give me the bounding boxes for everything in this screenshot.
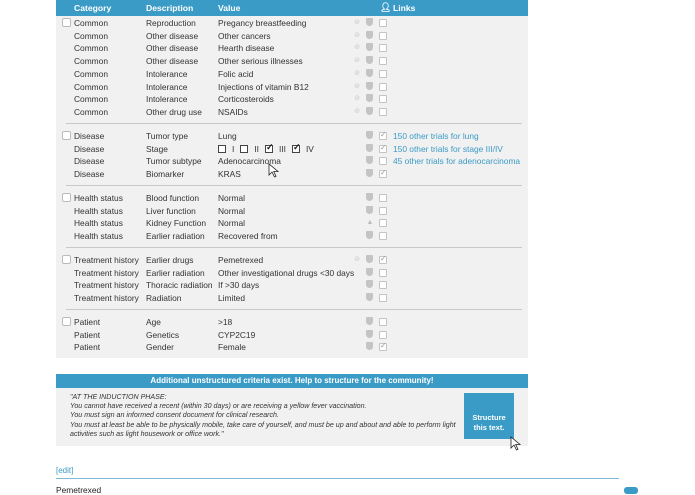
checked-checkbox-icon[interactable] (379, 256, 387, 264)
stage-option[interactable] (218, 144, 234, 154)
table-row (56, 279, 528, 292)
table-row (56, 267, 528, 280)
description-cell: Tumor type (146, 131, 189, 141)
shield-icon (366, 18, 373, 26)
checkbox-icon[interactable] (379, 318, 387, 326)
description-cell: Intolerance (146, 68, 188, 79)
shield-icon (366, 268, 373, 276)
table-row (56, 168, 528, 181)
table-header (56, 0, 528, 16)
stage-option[interactable] (240, 144, 259, 154)
shield-icon (366, 69, 373, 77)
value-cell: Female (218, 342, 246, 353)
category-cell: Health status (74, 218, 123, 229)
description-cell: Genetics (146, 329, 180, 340)
group-checkbox[interactable] (62, 255, 71, 264)
shield-icon (366, 131, 373, 139)
table-row (56, 30, 528, 43)
exclude-icon[interactable]: ⊘ (354, 31, 360, 39)
category-cell: Common (74, 81, 108, 92)
stage-option[interactable] (292, 144, 314, 154)
shield-icon (366, 107, 373, 115)
value-cell: KRAS (218, 169, 241, 180)
header-links: Links (393, 3, 416, 13)
shield-icon (366, 193, 373, 201)
group-checkbox[interactable] (62, 131, 71, 140)
description-cell: Biomarker (146, 169, 185, 180)
shield-icon (366, 94, 373, 102)
header-category: Category (74, 3, 112, 13)
other-trials-link[interactable]: 45 other trials for adenocarcinoma (393, 156, 521, 167)
group-divider (66, 247, 522, 248)
value-cell: NSAIDs (218, 106, 248, 117)
exclude-icon[interactable]: ⊘ (354, 95, 360, 103)
checkbox-icon[interactable] (379, 83, 387, 91)
unstructured-criteria-text: "AT THE INDUCTION PHASE: You cannot have received a recent (within 30 days) or are receiving a yellow fever vaccination. You must sign an informed consent document for clinical research. You must at least be able to be physically mobile, take care of yourself, and must be up and about and able to perform light activities such as light housework or office work." (70, 393, 456, 438)
shield-icon (366, 43, 373, 51)
category-cell: Patient (74, 342, 101, 353)
value-cell: Normal (218, 218, 245, 229)
exclude-icon[interactable]: ⊘ (354, 44, 360, 52)
category-cell: Common (74, 18, 108, 28)
shield-icon (366, 169, 373, 177)
stage-option-label: III (278, 143, 286, 154)
shield-icon (366, 231, 373, 239)
header-description: Description (146, 3, 194, 13)
checkbox-icon[interactable] (379, 108, 387, 116)
divider (56, 478, 619, 479)
description-cell: Age (146, 317, 161, 327)
category-cell: Treatment history (74, 280, 139, 291)
category-cell: Common (74, 30, 108, 41)
exclude-icon[interactable]: ⊘ (354, 69, 360, 77)
other-trials-link[interactable]: 150 other trials for lung (393, 131, 479, 141)
value-cell: >18 (218, 317, 233, 327)
shield-icon (366, 156, 373, 164)
description-cell: Thoracic radiation (146, 280, 213, 291)
category-cell: Health status (74, 205, 123, 216)
table-row (56, 316, 528, 329)
checkbox-icon[interactable] (379, 157, 387, 165)
category-cell: Common (74, 68, 108, 79)
description-cell: Kidney Function (146, 218, 207, 229)
shield-icon (366, 56, 373, 64)
checkbox-icon[interactable] (379, 281, 387, 289)
table-row (56, 217, 528, 230)
group-divider (66, 123, 522, 124)
unstructured-banner: Additional unstructured criteria exist. Help to structure for the community! (56, 374, 528, 388)
checkbox-icon[interactable] (379, 219, 387, 227)
checkbox-icon[interactable] (379, 331, 387, 339)
table-row (56, 341, 528, 354)
value-cell: Normal (218, 193, 245, 203)
checked-checkbox-icon[interactable] (265, 145, 273, 153)
table-row (56, 68, 528, 81)
table-row (56, 205, 528, 218)
category-cell: Disease (74, 169, 105, 180)
checkbox-icon[interactable] (379, 294, 387, 302)
group-checkbox[interactable] (62, 18, 71, 27)
exclude-icon[interactable]: ⊘ (354, 57, 360, 65)
checkbox-icon[interactable] (379, 57, 387, 65)
value-cell: Corticosteroids (218, 94, 274, 105)
category-cell: Treatment history (74, 255, 139, 265)
checkbox-icon[interactable] (379, 207, 387, 215)
description-cell: Radiation (146, 293, 182, 304)
description-cell: Intolerance (146, 81, 188, 92)
value-cell: Adenocarcinoma (218, 156, 281, 167)
shield-icon (366, 317, 373, 325)
checkbox-icon[interactable] (379, 194, 387, 202)
exclude-icon[interactable]: ⊘ (354, 19, 360, 26)
stage-option[interactable] (265, 144, 286, 154)
table-row (56, 329, 528, 342)
exclude-icon[interactable]: ⊘ (354, 256, 360, 263)
description-cell: Tumor subtype (146, 156, 202, 167)
category-cell: Patient (74, 317, 101, 327)
category-cell: Disease (74, 143, 105, 154)
checked-checkbox-icon[interactable] (379, 132, 387, 140)
description-cell: Earlier radiation (146, 267, 205, 278)
description-cell: Other drug use (146, 106, 202, 117)
toggle-icon[interactable] (624, 487, 638, 494)
checkbox-icon[interactable] (240, 145, 248, 153)
category-cell: Disease (74, 131, 105, 141)
category-cell: Disease (74, 156, 105, 167)
structure-text-button[interactable]: Structure this text. (464, 393, 514, 439)
value-cell: CYP2C19 (218, 329, 256, 340)
description-cell: Liver function (146, 205, 196, 216)
shield-icon (366, 144, 373, 152)
shield-icon (366, 280, 373, 288)
header-value: Value (218, 3, 241, 13)
other-trials-link[interactable]: 150 other trials for stage III/IV (393, 143, 503, 154)
value-cell: Folic acid (218, 68, 254, 79)
checkbox-icon[interactable] (379, 19, 387, 27)
category-cell: Treatment history (74, 267, 139, 278)
checkbox-icon[interactable] (379, 44, 387, 52)
value-cell: If >30 days (218, 280, 260, 291)
table-row (56, 230, 528, 243)
exclude-icon[interactable]: ⊘ (354, 82, 360, 90)
value-cell: Lung (218, 131, 237, 141)
description-cell: Other disease (146, 43, 199, 54)
value-cell: Recovered from (218, 231, 278, 242)
value-cell: Pemetrexed (218, 255, 264, 265)
checked-checkbox-icon[interactable] (292, 145, 300, 153)
checked-checkbox-icon[interactable] (379, 343, 387, 351)
value-cell: Other serious illnesses (218, 56, 303, 67)
table-row (56, 93, 528, 106)
description-cell: Earlier drugs (146, 255, 194, 265)
table-row (56, 192, 528, 205)
checkbox-icon[interactable] (379, 32, 387, 40)
value-cell: Other investigational drugs <30 days (218, 267, 355, 278)
unstructured-text-box (56, 388, 528, 446)
table-row (56, 42, 528, 55)
table-row (56, 81, 528, 94)
table-row (56, 155, 528, 168)
shield-icon (366, 293, 373, 301)
shield-icon (366, 342, 373, 350)
table-row (56, 292, 528, 305)
stage-option-label: I (232, 143, 235, 154)
exclude-icon[interactable]: ⊘ (354, 107, 360, 115)
checked-checkbox-icon[interactable] (379, 145, 387, 153)
stage-options (218, 144, 320, 154)
mouse-cursor-icon (268, 163, 280, 179)
category-cell: Common (74, 56, 108, 67)
category-cell: Common (74, 43, 108, 54)
table-row (56, 17, 528, 30)
table-row (56, 143, 528, 156)
category-cell: Health status (74, 231, 123, 242)
description-cell: Other disease (146, 56, 199, 67)
shield-icon (366, 206, 373, 214)
user-icon: 👤︎ (380, 2, 392, 12)
shield-icon (366, 255, 373, 263)
description-cell: Blood function (146, 193, 200, 203)
description-cell: Earlier radiation (146, 231, 205, 242)
value-cell: Injections of vitamin B12 (218, 81, 309, 92)
value-cell: Pregancy breastfeeding (218, 18, 307, 28)
category-cell: Health status (74, 193, 123, 203)
stage-option-label: II (254, 143, 259, 154)
group-divider (66, 185, 522, 186)
description-cell: Stage (146, 143, 168, 154)
group-checkbox[interactable] (62, 193, 71, 202)
table-row (56, 106, 528, 119)
checkbox-icon[interactable] (379, 232, 387, 240)
warning-icon: ▲ (366, 219, 374, 227)
edit-link[interactable]: [edit] (56, 466, 74, 475)
value-cell: Hearth disease (218, 43, 275, 54)
checkbox-icon[interactable] (379, 95, 387, 103)
category-cell: Treatment history (74, 293, 139, 304)
description-cell: Gender (146, 342, 174, 353)
description-cell: Other disease (146, 30, 199, 41)
stage-option-label: IV (305, 143, 314, 154)
table-row (56, 254, 528, 267)
answer-text: Pemetrexed (56, 485, 102, 495)
shield-icon (366, 31, 373, 39)
mouse-cursor-icon (510, 436, 522, 452)
group-checkbox[interactable] (62, 317, 71, 326)
category-cell: Patient (74, 329, 101, 340)
value-cell: Normal (218, 205, 245, 216)
checked-checkbox-icon[interactable] (379, 170, 387, 178)
table-row (56, 55, 528, 68)
value-cell: Limited (218, 293, 245, 304)
value-cell: Other cancers (218, 30, 271, 41)
description-cell: Reproduction (146, 18, 196, 28)
checkbox-icon[interactable] (379, 70, 387, 78)
shield-icon (366, 82, 373, 90)
group-divider (66, 309, 522, 310)
category-cell: Common (74, 94, 108, 105)
shield-icon (366, 330, 373, 338)
description-cell: Intolerance (146, 94, 188, 105)
checkbox-icon[interactable] (218, 145, 226, 153)
category-cell: Common (74, 106, 108, 117)
checkbox-icon[interactable] (379, 269, 387, 277)
